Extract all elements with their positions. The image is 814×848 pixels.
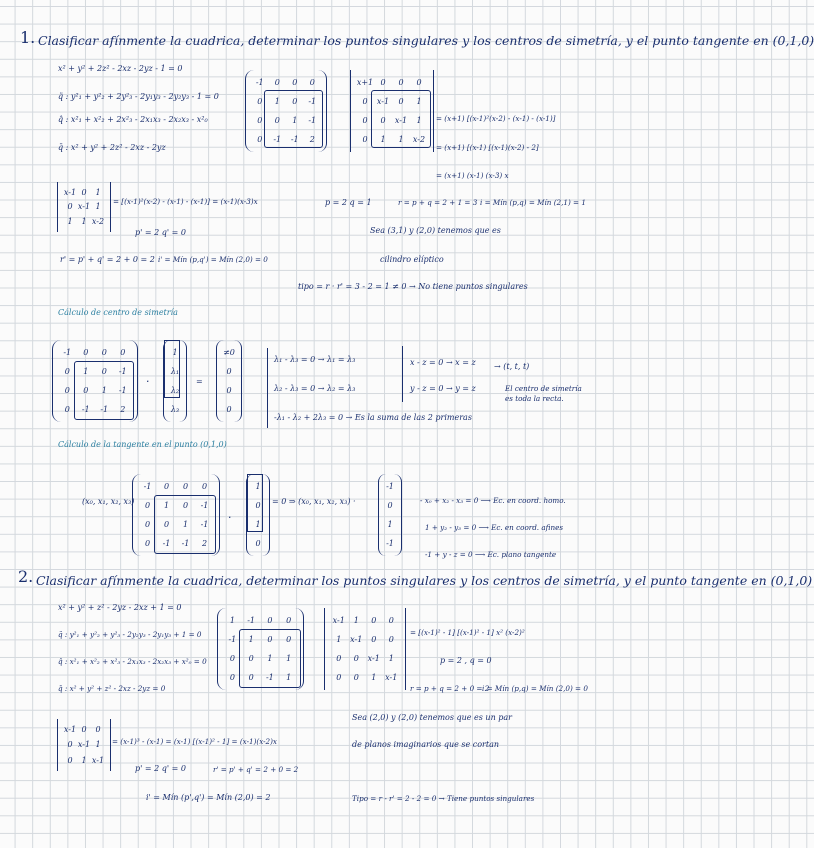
matrix-cell: -1: [63, 348, 72, 357]
solution-point: → (t, t, t): [494, 362, 530, 371]
matrix-cell: 0: [362, 135, 368, 144]
matrix-cell: 1: [229, 616, 235, 625]
index-line-1: i = Mín (p,q) = Mín (2,1) = 1: [480, 198, 586, 207]
matrix-cell: x+1: [356, 78, 374, 87]
matrix-cell: 0: [144, 539, 151, 548]
matrix-cell: 1: [292, 116, 298, 125]
vector-cell: -1: [386, 482, 394, 491]
centro-title: Cálculo de centro de simetría: [58, 308, 178, 317]
matrix-cell: 1: [95, 187, 101, 197]
rank-line-2: r = p + q = 2 + 0 = 2: [410, 684, 490, 693]
matrix-cell: -1: [308, 97, 317, 106]
matrix-cell: 0: [144, 520, 151, 529]
submatrix-box: [74, 361, 134, 420]
matrix-cell: 1: [371, 673, 377, 682]
matrix-cell: 1: [416, 116, 422, 125]
result-vector: [378, 474, 402, 556]
matrix-cell: x-1: [63, 725, 77, 735]
matrix-cell: 0: [286, 635, 292, 644]
matrix-cell: 0: [81, 725, 87, 735]
matrix-cell: 0: [309, 78, 315, 87]
matrix-cell: 0: [67, 740, 73, 750]
det-matrix-1: [350, 70, 434, 152]
problem-2-number: 2.: [18, 567, 34, 586]
matrix-cell: 0: [371, 616, 377, 625]
matrix-cell: 1: [248, 635, 254, 644]
matrix-cell: 0: [336, 673, 342, 682]
matrix-cell: 0: [101, 367, 107, 376]
matrix-cell: 0: [353, 673, 359, 682]
matrix-cell: -1: [100, 405, 109, 414]
matrix-cell: x-2: [412, 135, 426, 144]
matrix-cell: x-1: [91, 755, 105, 765]
matrix-cell: -1: [273, 135, 282, 144]
vector-zero: [216, 340, 242, 422]
matrix-cell: -1: [228, 635, 237, 644]
matrix-cell: x-1: [332, 616, 345, 625]
matrix-cell: 0: [388, 616, 394, 625]
system-eq-1: λ₁ - λ₃ = 0 → λ₁ = λ₃: [274, 355, 356, 364]
matrix-cell: 0: [362, 116, 368, 125]
vector-cell: 0: [255, 539, 261, 548]
vector-cell: ≠0: [223, 348, 235, 357]
matrix-cell: x-1: [385, 673, 398, 682]
matrix-cell: -1: [290, 135, 299, 144]
matrix-cell: x-1: [350, 635, 363, 644]
matrix-cell: 0: [163, 482, 170, 491]
vector-cell: λ₂: [170, 386, 180, 395]
matrix-cell: 0: [257, 116, 263, 125]
matrix-cell: 1: [416, 97, 422, 106]
matrix-cell: 2: [201, 539, 208, 548]
matrix-cell: -1: [181, 539, 190, 548]
matrix-cell: 0: [182, 482, 189, 491]
matrix-cell: x-1: [63, 187, 77, 197]
matrix-cell: 1: [336, 635, 342, 644]
charpoly-1a: = (x+1) [(x-1)²(x-2) - (x-1) - (x-1)]: [436, 114, 556, 123]
vector-cell: 0: [255, 501, 261, 510]
matrix-cell: -1: [308, 116, 317, 125]
matrix-cell: 0: [182, 501, 189, 510]
q-line-2: q̈ : y²₁ + y²₂ + y²₃ - 2y₂y₃ - 2y₁y₃ + 1 = 0: [58, 630, 202, 639]
matrix-cell: x-1: [77, 202, 91, 212]
r-prime-2: r' = p' + q' = 2 + 0 = 2: [213, 765, 299, 774]
matrix-cell: 0: [292, 97, 298, 106]
i-prime-1: i' = Mín (p,q') = Mín (2,0) = 0: [158, 255, 268, 264]
equation-1: x² + y² + 2z² - 2xz - 2yz - 1 = 0: [58, 64, 183, 73]
matrix-cell: 0: [398, 97, 404, 106]
tipo-line-2: Tipo = r - r' = 2 - 2 = 0 → Tiene puntos singulares: [352, 794, 535, 803]
pq-prime-2: p' = 2 q' = 0: [135, 764, 186, 773]
matrix-cell: -1: [162, 539, 171, 548]
det-matrix-2: [324, 608, 406, 690]
matrix-cell: 0: [83, 386, 89, 395]
matrix-cell: x-2: [91, 217, 105, 227]
tipo-line-1: tipo = r · r' = 3 - 2 = 1 ≠ 0 → No tiene puntos singulares: [298, 282, 528, 291]
matrix-cell: -1: [143, 482, 152, 491]
matrix-cell: -1: [118, 386, 127, 395]
matrix-a-1: [245, 70, 327, 152]
vector-cell: λ₁: [170, 367, 180, 376]
result-line: = 0 ⇒ (x₀, x₁, x₂, x₃) ·: [272, 497, 356, 506]
vector-cell: -1: [386, 539, 394, 548]
submatrix-box: [154, 495, 216, 554]
matrix-cell: 0: [398, 78, 404, 87]
matrix-cell: 0: [67, 755, 73, 765]
matrix-cell: x-1: [376, 97, 390, 106]
matrix-cell: 1: [388, 654, 394, 663]
matrix-cell: 0: [163, 520, 170, 529]
charpoly-1c: = (x+1) (x-1) (x-3) x: [436, 171, 509, 180]
matrix-cell: 1: [95, 740, 101, 750]
qbar-line-2: q̄ : x² + y² + z² - 2xz - 2yz = 0: [58, 684, 166, 693]
vector-lambda: [163, 340, 187, 422]
matrix-cell: 0: [388, 635, 394, 644]
matrix-cell: 0: [64, 405, 70, 414]
matrix-cell: 1: [182, 520, 189, 529]
matrix-cell: 0: [95, 725, 101, 735]
vector-cell: 1: [255, 520, 261, 529]
submatrix-box: [371, 90, 431, 148]
matrix-cell: 1: [163, 501, 170, 510]
r-prime-1: r' = p' + q' = 2 + 0 = 2: [60, 255, 155, 264]
planos-label: de planos imaginarios que se cortan: [352, 740, 500, 749]
matrix-cell: 1: [267, 654, 273, 663]
matrix-cell: 0: [286, 616, 292, 625]
row-vector: (x₀, x₁, x₂, x₃): [82, 497, 135, 506]
system-eq-2: λ₂ - λ₃ = 0 → λ₂ = λ₃: [274, 384, 356, 393]
matrix-cell: 0: [120, 348, 126, 357]
matrix-cell: 0: [81, 187, 87, 197]
matrix-cell: x-1: [394, 116, 408, 125]
matrix-cell: 1: [353, 616, 359, 625]
index-line-2: i = Mín (p,q) = Mín (2,0) = 0: [482, 684, 588, 693]
qbar-line-1: q̄ : x² + y² + 2z² - 2xz - 2yz: [58, 143, 166, 152]
rank-line-1: r = p + q = 2 + 1 = 3: [398, 198, 478, 207]
equals-sign: =: [196, 377, 203, 386]
matrix-cell: 1: [81, 217, 87, 227]
matrix-cell: 0: [257, 135, 263, 144]
matrix-cell: 0: [248, 673, 254, 682]
mult-sign: ·: [228, 511, 232, 524]
matrix-a-2: [217, 608, 304, 690]
column-vector: [246, 474, 270, 556]
matrix-cell: 0: [380, 116, 386, 125]
matrix-cell: 0: [353, 654, 359, 663]
problem-1-number: 1.: [20, 28, 36, 47]
matrix-cell: 2: [120, 405, 126, 414]
matrix-cell: 0: [201, 482, 208, 491]
matrix-cell: 0: [267, 616, 273, 625]
vector-cell: 0: [226, 367, 232, 376]
solution-brace: [402, 346, 403, 402]
matrix-cell: 1: [398, 135, 404, 144]
matrix-cell: -1: [247, 616, 256, 625]
matrix-cell: 0: [229, 673, 235, 682]
det-matrix-b-1: [57, 182, 111, 232]
matrix-cell: 0: [248, 654, 254, 663]
matrix-cell: 1: [67, 217, 73, 227]
matrix-cell: 0: [67, 202, 73, 212]
cilindro-label: cilindro elíptico: [380, 255, 444, 264]
system-brace: [267, 348, 268, 428]
matrix-cell: 0: [64, 367, 70, 376]
matrix-cell: 0: [83, 348, 89, 357]
matrix-cell: 1: [95, 202, 101, 212]
tangente-title: Cálculo de la tangente en el punto (0,1,0): [58, 440, 227, 449]
matrix-a-tangente: [132, 474, 220, 556]
matrix-cell: 0: [101, 348, 107, 357]
i-prime-2: i' = Mín (p',q') = Mín (2,0) = 2: [146, 793, 271, 802]
pq-line-1: p = 2 q = 1: [325, 198, 372, 207]
matrix-cell: 1: [274, 97, 280, 106]
vector-cell: 0: [387, 501, 393, 510]
matrix-cell: -1: [255, 78, 264, 87]
charpoly-b-1: = [(x-1)²(x-2) - (x-1) - (x-1)] = (x-1)(x-3)x: [113, 197, 258, 206]
matrix-cell: -1: [81, 405, 90, 414]
matrix-cell: x-1: [77, 740, 91, 750]
mult-sign: ·: [146, 375, 150, 388]
matrix-cell: 1: [286, 673, 292, 682]
equation-2: x² + y² + z² - 2yz - 2xz + 1 = 0: [58, 603, 182, 612]
matrix-cell: x-1: [367, 654, 380, 663]
matrix-cell: 0: [336, 654, 342, 663]
problem-2-statement: Clasificar afínmente la cuadrica, determinar los puntos singulares y los centros de simetría, y el punto tangente en (0,1,0): [36, 573, 813, 588]
matrix-cell: 1: [81, 755, 87, 765]
vector-cell: 0: [226, 386, 232, 395]
det-matrix-b-2: [57, 719, 111, 771]
submatrix-box: [264, 90, 323, 148]
vector-cell: λ₃: [170, 405, 180, 414]
vector-cell: 1: [387, 520, 393, 529]
problem-1-statement: Clasificar afínmente la cuadrica, determinar los puntos singulares y los centros de simetría, y el punto tangente en (0,1,0): [38, 33, 814, 48]
pq-prime-1: p' = 2 q' = 0: [135, 228, 186, 237]
tangent-eq-homo: - x₀ + x₂ - x₃ = 0 ⟶ Ec. en coord. homo.: [420, 496, 566, 505]
matrix-cell: 1: [380, 135, 386, 144]
solution-note: El centro de simetría es toda la recta.: [505, 384, 582, 403]
sea-line-1: Sea (3,1) y (2,0) tenemos que es: [370, 226, 501, 235]
vector-cell: 0: [226, 405, 232, 414]
tangent-eq-plane: -1 + y - z = 0 ⟶ Ec. plano tangente: [425, 550, 557, 559]
matrix-cell: 0: [274, 78, 280, 87]
matrix-a-centro: [52, 340, 138, 422]
matrix-cell: 0: [362, 97, 368, 106]
submatrix-box: [239, 629, 301, 688]
matrix-cell: 0: [274, 116, 280, 125]
matrix-cell: 1: [83, 367, 89, 376]
matrix-cell: 0: [229, 654, 235, 663]
matrix-cell: 0: [380, 78, 386, 87]
pq-line-2: p = 2 , q = 0: [440, 656, 492, 665]
matrix-cell: 0: [267, 635, 273, 644]
q-line-1: q̈ : y²₁ + y²₂ + 2y²₃ - 2y₁y₃ - 2y₂y₃ - 1 = 0: [58, 92, 219, 101]
qhat-line-2: q̂ : x²₁ + x²₂ + x²₃ - 2x₁x₃ - 2x₂x₃ + x²₀ = 0: [58, 657, 207, 666]
matrix-cell: 2: [309, 135, 315, 144]
matrix-cell: 1: [101, 386, 107, 395]
vector-cell: 1: [172, 348, 178, 357]
sea-line-2: Sea (2,0) y (2,0) tenemos que es un par: [352, 713, 512, 722]
matrix-cell: 0: [64, 386, 70, 395]
matrix-cell: 0: [416, 78, 422, 87]
tangent-eq-afin: 1 + y₂ - y₃ = 0 ⟶ Ec. en coord. afines: [425, 523, 564, 532]
matrix-cell: 0: [257, 97, 263, 106]
solution-eq-1: x - z = 0 → x = z: [410, 358, 476, 367]
solution-eq-2: y - z = 0 → y = z: [410, 384, 476, 393]
charpoly-2: = [(x-1)² - 1] [(x-1)² - 1] x² (x-2)²: [410, 628, 525, 637]
charpoly-b-2: = (x-1)³ - (x-1) = (x-1) [(x-1)² - 1] = (x-1)(x-2)x: [112, 737, 277, 746]
matrix-cell: -1: [200, 501, 209, 510]
matrix-cell: 1: [286, 654, 292, 663]
matrix-cell: 0: [144, 501, 151, 510]
matrix-cell: 0: [292, 78, 298, 87]
qhat-line-1: q̂ : x²₁ + x²₂ + 2x²₃ - 2x₁x₃ - 2x₂x₃ - x²₀: [58, 115, 208, 124]
matrix-cell: -1: [265, 673, 274, 682]
matrix-cell: -1: [200, 520, 209, 529]
matrix-cell: 0: [371, 635, 377, 644]
vector-cell: 1: [255, 482, 261, 491]
charpoly-1b: = (x+1) [(x-1) [(x-1)(x-2) - 2]: [436, 143, 539, 152]
system-eq-3: -λ₁ - λ₂ + 2λ₃ = 0 → Es la suma de las 2 primeras: [274, 413, 472, 422]
matrix-cell: -1: [118, 367, 127, 376]
